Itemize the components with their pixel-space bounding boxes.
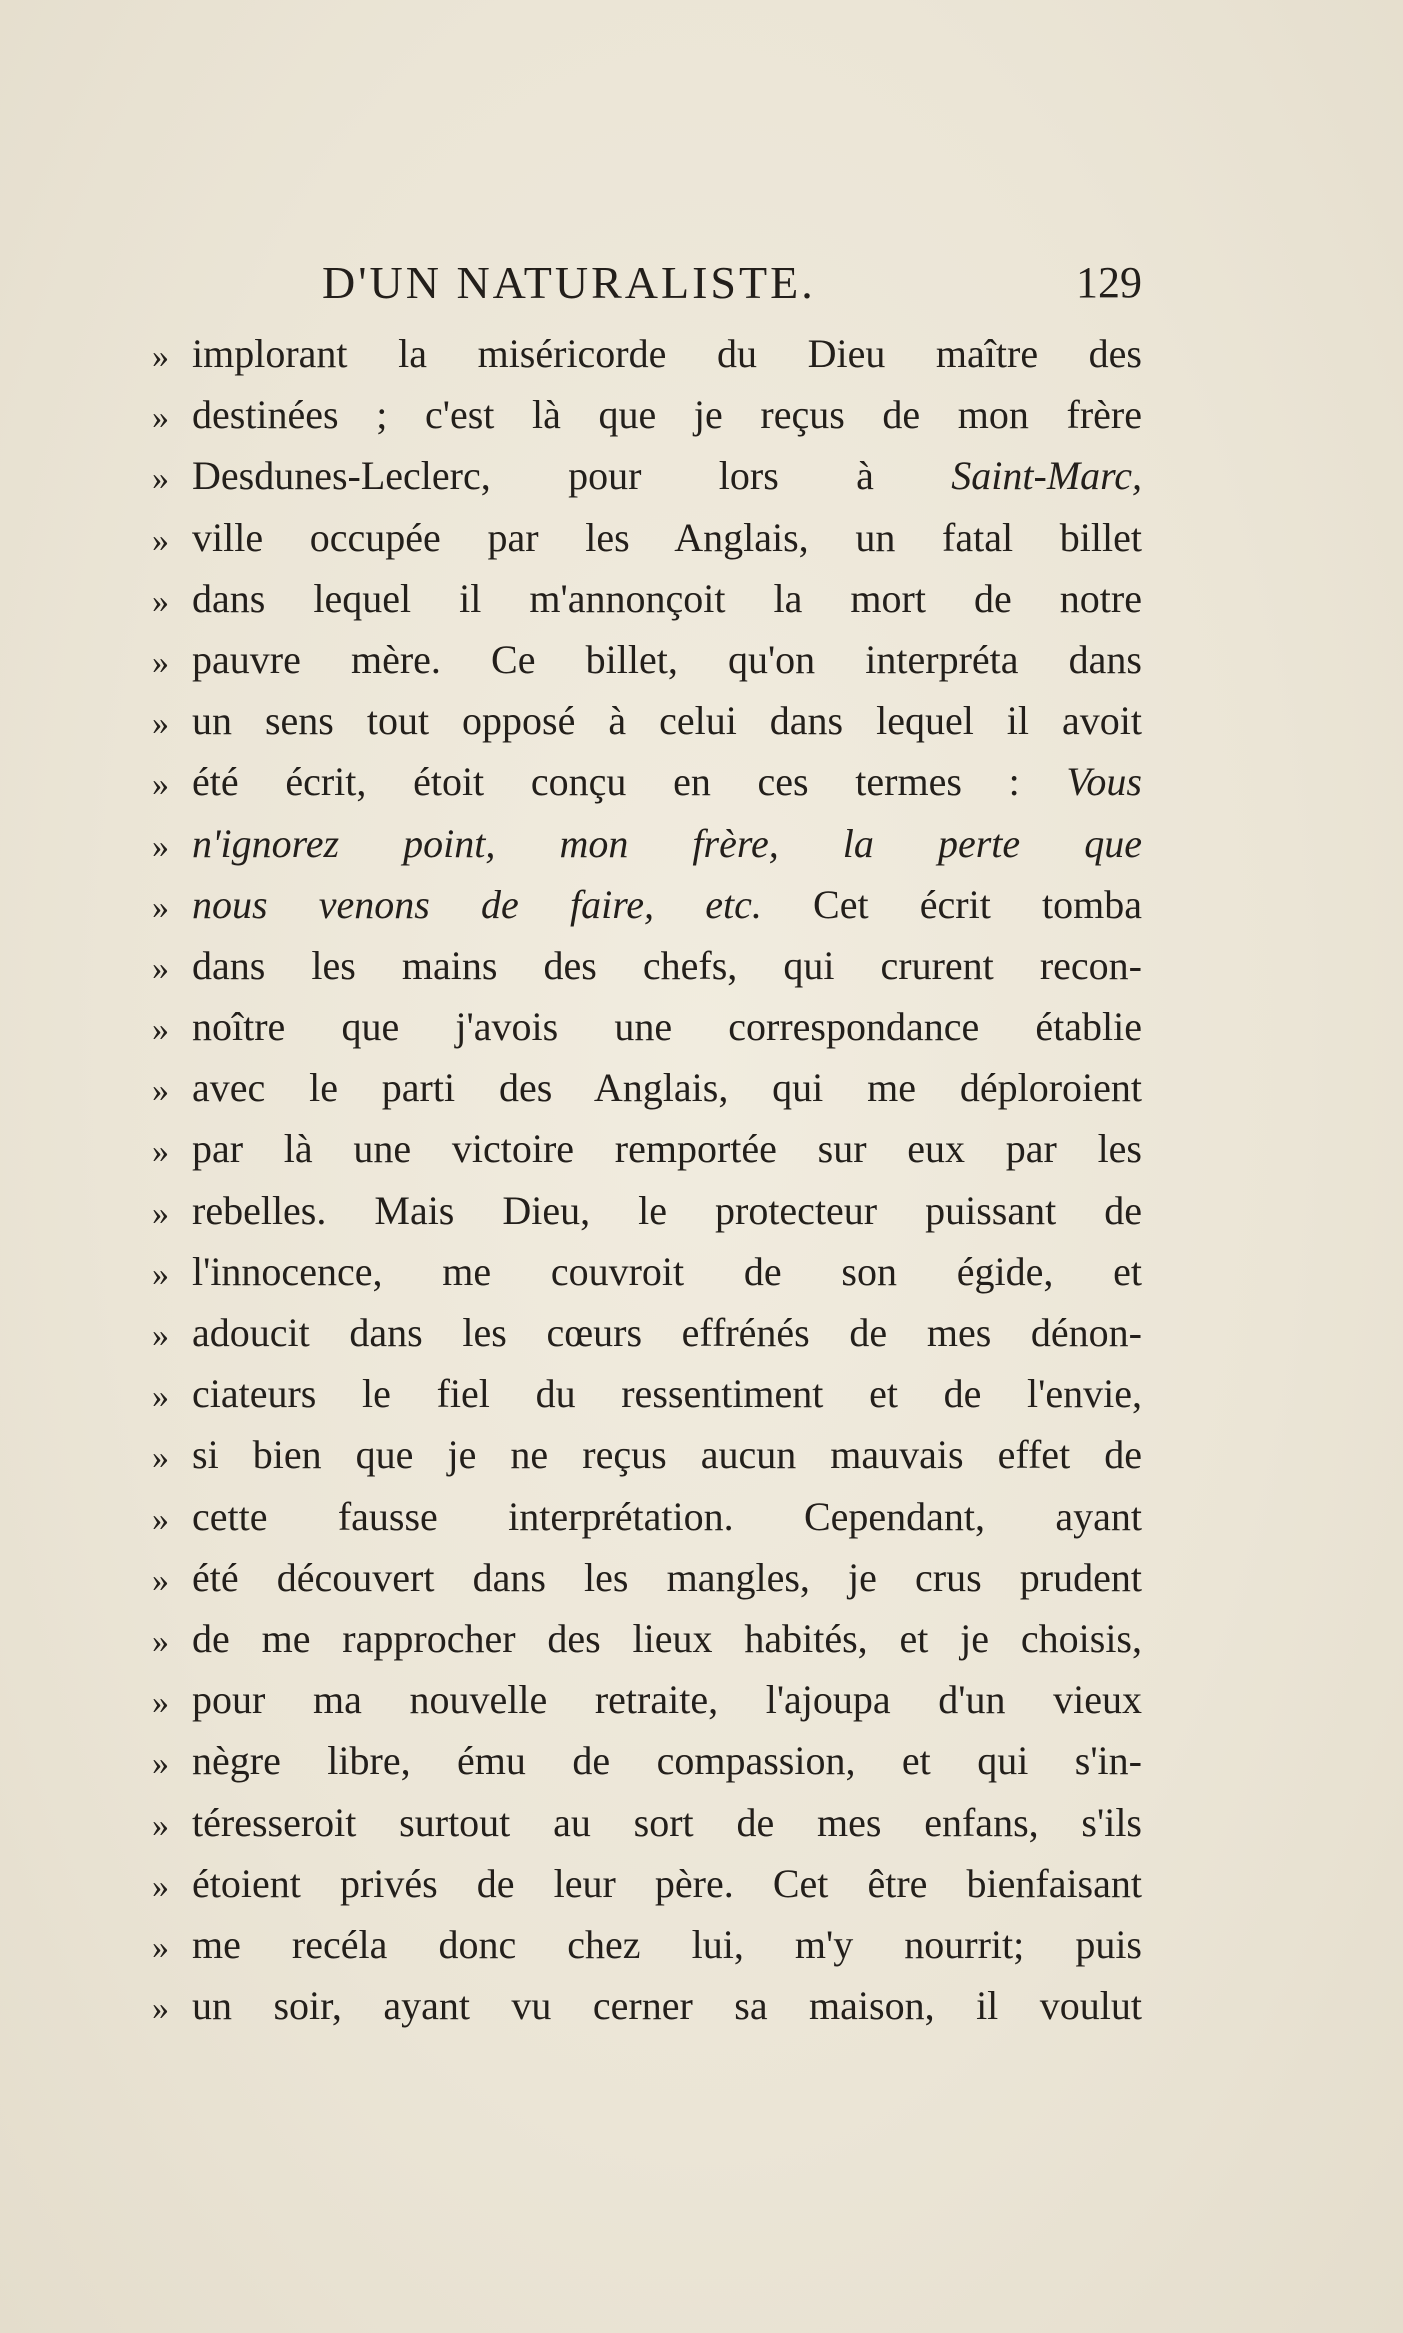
line-text: [192, 1730, 1142, 1791]
quote-mark: »: [152, 949, 169, 987]
quote-mark: »: [152, 1684, 169, 1722]
text-segment: pour ma nouvelle retraite, l'ajoupa d'un vieux: [192, 1677, 1142, 1723]
line-text: [192, 813, 1142, 874]
line-text: [192, 1853, 1142, 1914]
text-line: [152, 996, 1142, 1057]
quote-mark: »: [152, 460, 169, 498]
line-text: [192, 1975, 1142, 2036]
text-segment: rebelles. Mais Dieu, le protecteur puissant de: [192, 1187, 1142, 1233]
quote-mark: »: [152, 1500, 169, 1538]
line-text: [192, 1363, 1142, 1424]
body-text: [152, 323, 1142, 2036]
text-segment: dans lequel il m'annonçoit la mort de notre: [192, 575, 1142, 621]
italic-segment: nous venons de faire, etc.: [192, 881, 762, 927]
quote-mark: »: [152, 1194, 169, 1232]
running-title: D'UN NATURALISTE.: [322, 257, 816, 308]
quote-mark: »: [152, 1745, 169, 1783]
text-segment: nègre libre, ému de compassion, et qui s'in-: [192, 1738, 1142, 1784]
text-segment: avec le parti des Anglais, qui me déploroient: [192, 1065, 1142, 1111]
page-number: 129: [1076, 258, 1142, 307]
text-segment: si bien que je ne reçus aucun mauvais effet de: [192, 1432, 1142, 1478]
text-segment: un soir, ayant vu cerner sa maison, il voulut: [192, 1983, 1142, 2029]
quote-mark: »: [152, 1928, 169, 1966]
quote-mark: »: [152, 1561, 169, 1599]
text-line: [152, 568, 1142, 629]
text-segment: été écrit, étoit conçu en ces termes :: [192, 759, 1067, 805]
line-text: [192, 935, 1142, 996]
quote-mark: »: [152, 705, 169, 743]
line-text: [192, 1669, 1142, 1730]
line-text: [192, 445, 1142, 506]
text-segment: étoient privés de leur père. Cet être bienfaisant: [192, 1860, 1142, 1906]
text-segment: adoucit dans les cœurs effrénés de mes dénon-: [192, 1310, 1142, 1355]
text-line: [152, 935, 1142, 996]
text-line: [152, 690, 1142, 751]
text-segment: pauvre mère. Ce billet, qu'on interpréta dans: [192, 636, 1142, 682]
quote-mark: »: [152, 1990, 169, 2028]
quote-mark: »: [152, 827, 169, 865]
line-text: [192, 1608, 1142, 1669]
quote-mark: »: [152, 766, 169, 804]
line-text: [192, 1792, 1142, 1853]
line-text: [192, 874, 1142, 935]
text-segment: été découvert dans les mangles, je crus prudent: [192, 1554, 1142, 1600]
line-text: [192, 1914, 1142, 1975]
text-line: [152, 1975, 1142, 2036]
text-segment: par là une victoire remportée sur eux par les: [192, 1126, 1142, 1172]
text-segment: dans les mains des chefs, qui crurent recon-: [192, 942, 1142, 988]
quote-mark: »: [152, 1011, 169, 1049]
quote-mark: »: [152, 1133, 169, 1171]
running-header: [322, 253, 1142, 313]
text-segment: de me rapprocher des lieux habités, et je choisis,: [192, 1615, 1142, 1661]
text-line: [152, 1914, 1142, 1975]
quote-mark: »: [152, 338, 169, 375]
line-text: [192, 568, 1142, 629]
text-line: [152, 1363, 1142, 1424]
text-line: [152, 751, 1142, 812]
text-line: [152, 1792, 1142, 1853]
text-line: [152, 384, 1142, 445]
line-text: [192, 507, 1142, 568]
text-segment: destinées ; c'est là que je reçus de mon frère: [192, 392, 1142, 438]
text-segment: un sens tout opposé à celui dans lequel il avoit: [192, 698, 1142, 744]
quote-mark: »: [152, 1072, 169, 1110]
text-line: [152, 813, 1142, 874]
text-line: [152, 1608, 1142, 1669]
text-line: [152, 1241, 1142, 1302]
line-text: [192, 996, 1142, 1057]
text-segment: ville occupée par les Anglais, un fatal billet: [192, 514, 1142, 560]
quote-mark: »: [152, 888, 169, 926]
text-segment: noître que j'avois une correspondance établie: [192, 1004, 1142, 1050]
italic-segment: Vous: [1066, 759, 1142, 805]
text-line: [152, 1057, 1142, 1118]
quote-mark: »: [152, 1622, 169, 1660]
line-text: [192, 323, 1142, 384]
line-text: [192, 629, 1142, 690]
italic-segment: Saint-Marc,: [951, 453, 1142, 499]
quote-mark: »: [152, 521, 169, 559]
text-line: [152, 1853, 1142, 1914]
text-segment: Desdunes-Leclerc, pour lors à: [192, 453, 952, 499]
quote-mark: »: [152, 582, 169, 620]
line-text: [192, 1057, 1142, 1118]
text-line: [152, 874, 1142, 935]
quote-mark: »: [152, 1378, 169, 1416]
quote-mark: »: [152, 1867, 169, 1905]
italic-segment: n'ignorez point, mon frère, la perte que: [192, 820, 1142, 866]
line-text: [192, 1424, 1142, 1485]
text-line: [152, 1486, 1142, 1547]
text-line: [152, 1547, 1142, 1608]
quote-mark: »: [152, 1806, 169, 1844]
text-line: [152, 323, 1142, 384]
line-text: [192, 1118, 1142, 1179]
text-line: [152, 507, 1142, 568]
quote-mark: »: [152, 1255, 169, 1293]
line-text: [192, 384, 1142, 445]
text-line: [152, 1669, 1142, 1730]
line-text: [192, 1547, 1142, 1608]
text-segment: implorant la miséricorde du Dieu maître des: [192, 331, 1142, 376]
text-line: [152, 1424, 1142, 1485]
quote-mark: »: [152, 1317, 169, 1354]
text-segment: téresseroit surtout au sort de mes enfans, s'ils: [192, 1799, 1142, 1845]
line-text: [192, 751, 1142, 812]
line-text: [192, 1241, 1142, 1302]
quote-mark: »: [152, 1439, 169, 1477]
text-line: [152, 1730, 1142, 1791]
text-line: [152, 1118, 1142, 1179]
text-segment: ciateurs le fiel du ressentiment et de l'envie,: [192, 1371, 1142, 1417]
text-segment: l'innocence, me couvroit de son égide, et: [192, 1248, 1142, 1294]
text-line: [152, 1302, 1142, 1363]
text-line: [152, 629, 1142, 690]
line-text: [192, 690, 1142, 751]
text-segment: Cet écrit tomba: [761, 881, 1142, 927]
text-segment: me recéla donc chez lui, m'y nourrit; puis: [192, 1921, 1142, 1967]
text-line: [152, 1180, 1142, 1241]
line-text: [192, 1302, 1142, 1363]
quote-mark: »: [152, 399, 169, 437]
text-segment: cette fausse interprétation. Cependant, ayant: [192, 1493, 1142, 1539]
text-line: [152, 445, 1142, 506]
quote-mark: »: [152, 643, 169, 681]
line-text: [192, 1180, 1142, 1241]
line-text: [192, 1486, 1142, 1547]
